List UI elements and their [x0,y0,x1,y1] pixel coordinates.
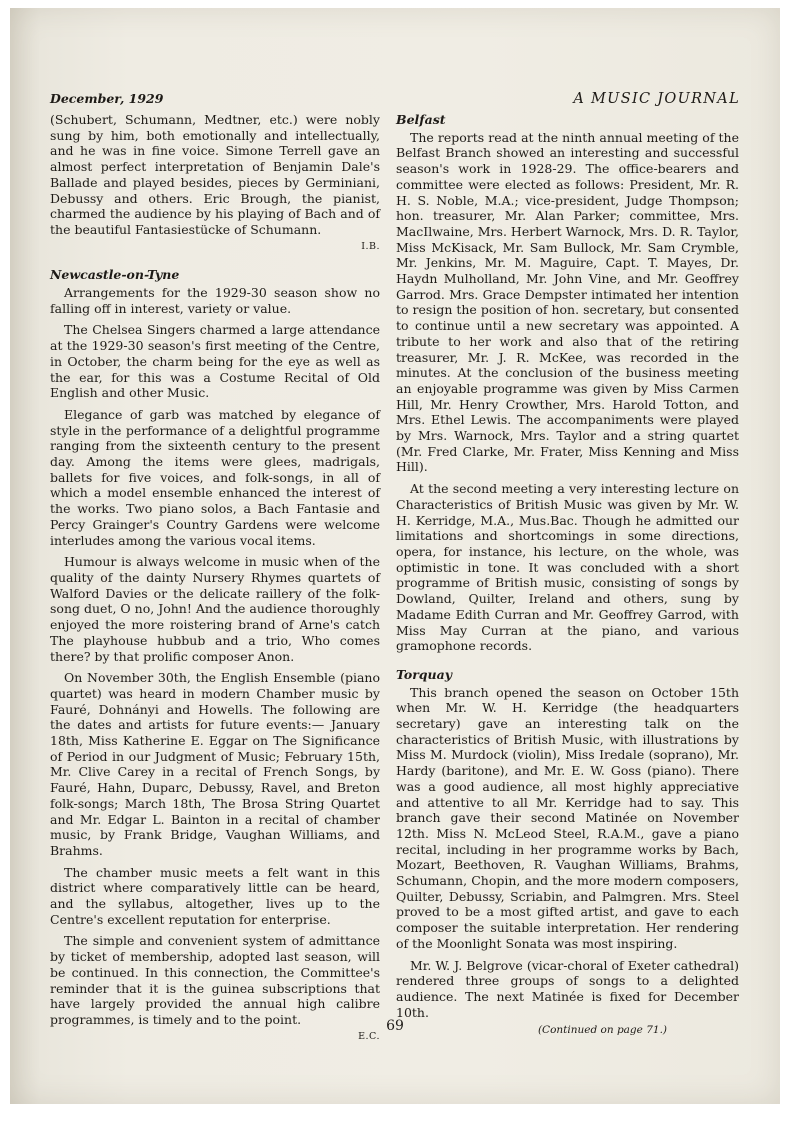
newcastle-paragraph-3: Elegance of garb was matched by elegance of style in the performance of a delightful programme ranging from the sixteenth century to the present day. Among the items were glees, madrigals, ballets for five voices, and folk-songs, in all of which a model ensemble enhanced the interest of the works. Two piano solos, a Bach Fantasie and Percy Grainger's Country Gardens were welcome interludes among the various vocal items. [50,406,380,548]
intro-signature: I.B. [361,240,380,252]
newcastle-paragraph-7: The simple and convenient system of admittance by ticket of membership, adopted last season, will be continued. In this connection, the Committee's reminder that it is the guinea subscriptions that have largely provided the annual high calibre programmes, is timely and to the point. [50,933,380,1027]
newcastle-signature: E.C. [358,1030,380,1042]
header-date: December, 1929 [50,91,164,106]
page-number: 69 [386,1018,404,1034]
newcastle-paragraph-2: The Chelsea Singers charmed a large attendance at the 1929-30 season's first meeting of the Centre, in October, the charm being for the eye as well as the ear, for this was a Costume Recital of Old English and other Music. [50,322,380,401]
newcastle-heading: Newcastle-on-Tyne [50,267,180,283]
torquay-heading: Torquay [396,666,452,682]
header-journal-title: A MUSIC JOURNAL [573,91,740,107]
right-column [396,112,739,1020]
belfast-paragraph-1: The reports read at the ninth annual meeting of the Belfast Branch showed an interesting and successful season's work in 1928-29. The office-bearers and committee were elected as follows: President, Mr. R. H. S. Noble, M.A.; vice-president, Judge Thompson; hon. treasurer, Mr. Alan Parker; committee, Mrs. MacIlwaine, Mrs. Herbert Warnock, Mrs. D. R. Taylor, Miss McKisack, Mr. Sam Bullock, Mr. Sam Crymble, Mr. Jenkins, Mr. M. Maguire, Capt. T. Mayes, Dr. Haydn Mulholland, Mr. John Vine, and Mr. Geoffrey Garrod. Mrs. Grace Dempster intimated her intention to resign the position of hon. secretary, but consented to continue until a new secretary was appointed. A tribute to her work and also that of the retiring treasurer, Mr. J. R. McKee, was recorded in the minutes. At the conclusion of the business meeting an enjoyable programme was given by Miss Carmen Hill, Mr. Henry Crowther, Mrs. Harold Totton, and Mrs. Ethel Lewis. The accompaniments were played by Mrs. Warnock, Mrs. Taylor and a string quartet (Mr. Fred Clarke, Mr. Frater, Miss Kenning and Miss Hill). [396,129,739,475]
newcastle-paragraph-1: Arrangements for the 1929-30 season show no falling off in interest, variety or value. [50,285,380,316]
torquay-paragraph-2: Mr. W. J. Belgrove (vicar-choral of Exeter cathedral) rendered three groups of songs to a delighted audience. The next Matinée is fixed for December 10th. [396,957,739,1020]
newcastle-paragraph-6: The chamber music meets a felt want in this district where comparatively little can be heard, and the syllabus, altogether, lives up to the Centre's excellent reputation for enterprise. [50,864,380,927]
newcastle-paragraph-4: Humour is always welcome in music when of the quality of the dainty Nursery Rhymes quartets of Walford Davies or the delicate raillery of the folk-song duet, O no, John! And the audience thoroughly enjoyed the more roistering brand of Arne's catch The playhouse hubbub and a trio, Who comes there? by that prolific composer Anon. [50,554,380,664]
continued-note: (Continued on page 71.) [537,1024,667,1036]
journal-page [10,8,780,1104]
running-header [50,91,740,113]
belfast-heading: Belfast [396,112,446,127]
intro-paragraph: (Schubert, Schumann, Medtner, etc.) were nobly sung by him, both emotionally and intellectually, and he was in fine voice. Simone Terrell gave an almost perfect interpretation of Benjamin Dale's Ballade and played besides, pieces by Germiniani, Debussy and others. Eric Brough, the pianist, charmed the audience by his playing of Bach and of the beautiful Fantasiestücke of Schumann. [50,112,380,237]
torquay-paragraph-1: This branch opened the season on October 15th when Mr. W. H. Kerridge (the headquarters secretary) gave an interesting talk on the characteristics of British Music, with illustrations by Miss M. Murdock (violin), Miss Iredale (soprano), Mr. Hardy (baritone), and Mr. E. W. Goss (piano). There was a good audience, all most highly appreciative and attentive to all Mr. Kerridge had to say. This branch gave their second Matinée on November 12th. Miss N. McLeod Steel, R.A.M., gave a piano recital, including in her programme works by Bach, Mozart, Beethoven, R. Vaughan Williams, Brahms, Schumann, Chopin, and the more modern composers, Quilter, Debussy, Scriabin, and Palmgren. Mrs. Steel proved to be a most gifted artist, and gave to each composer the suitable interpretation. Her rendering of the Moonlight Sonata was most inspiring. [396,684,739,951]
left-column [50,112,380,1044]
belfast-paragraph-2: At the second meeting a very interesting lecture on Characteristics of British Music was given by Mr. W. H. Kerridge, M.A., Mus.Bac. Though he admitted our limitations and shortcomings in some directions, opera, for instance, his lecture, on the whole, was optimistic in tone. It was concluded with a short programme of British music, consisting of songs by Dowland, Quilter, Ireland and others, sung by Madame Edith Curran and Mr. Geoffrey Garrod, with Miss May Curran at the piano, and various gramophone records. [396,481,739,654]
newcastle-paragraph-5: On November 30th, the English Ensemble (piano quartet) was heard in modern Chamber music by Fauré, Dohnányi and Howells. The following are the dates and artists for future events:— January 18th, Miss Katherine E. Eggar on The Significance of Period in our Judgment of Music; February 15th, Mr. Clive Carey in a recital of French Songs, by Fauré, Hahn, Duparc, Debussy, Ravel, and Breton folk-songs; March 18th, The Brosa String Quartet and Mr. Edgar L. Bainton in a recital of chamber music, by Frank Bridge, Vaughan Williams, and Brahms. [50,670,380,858]
